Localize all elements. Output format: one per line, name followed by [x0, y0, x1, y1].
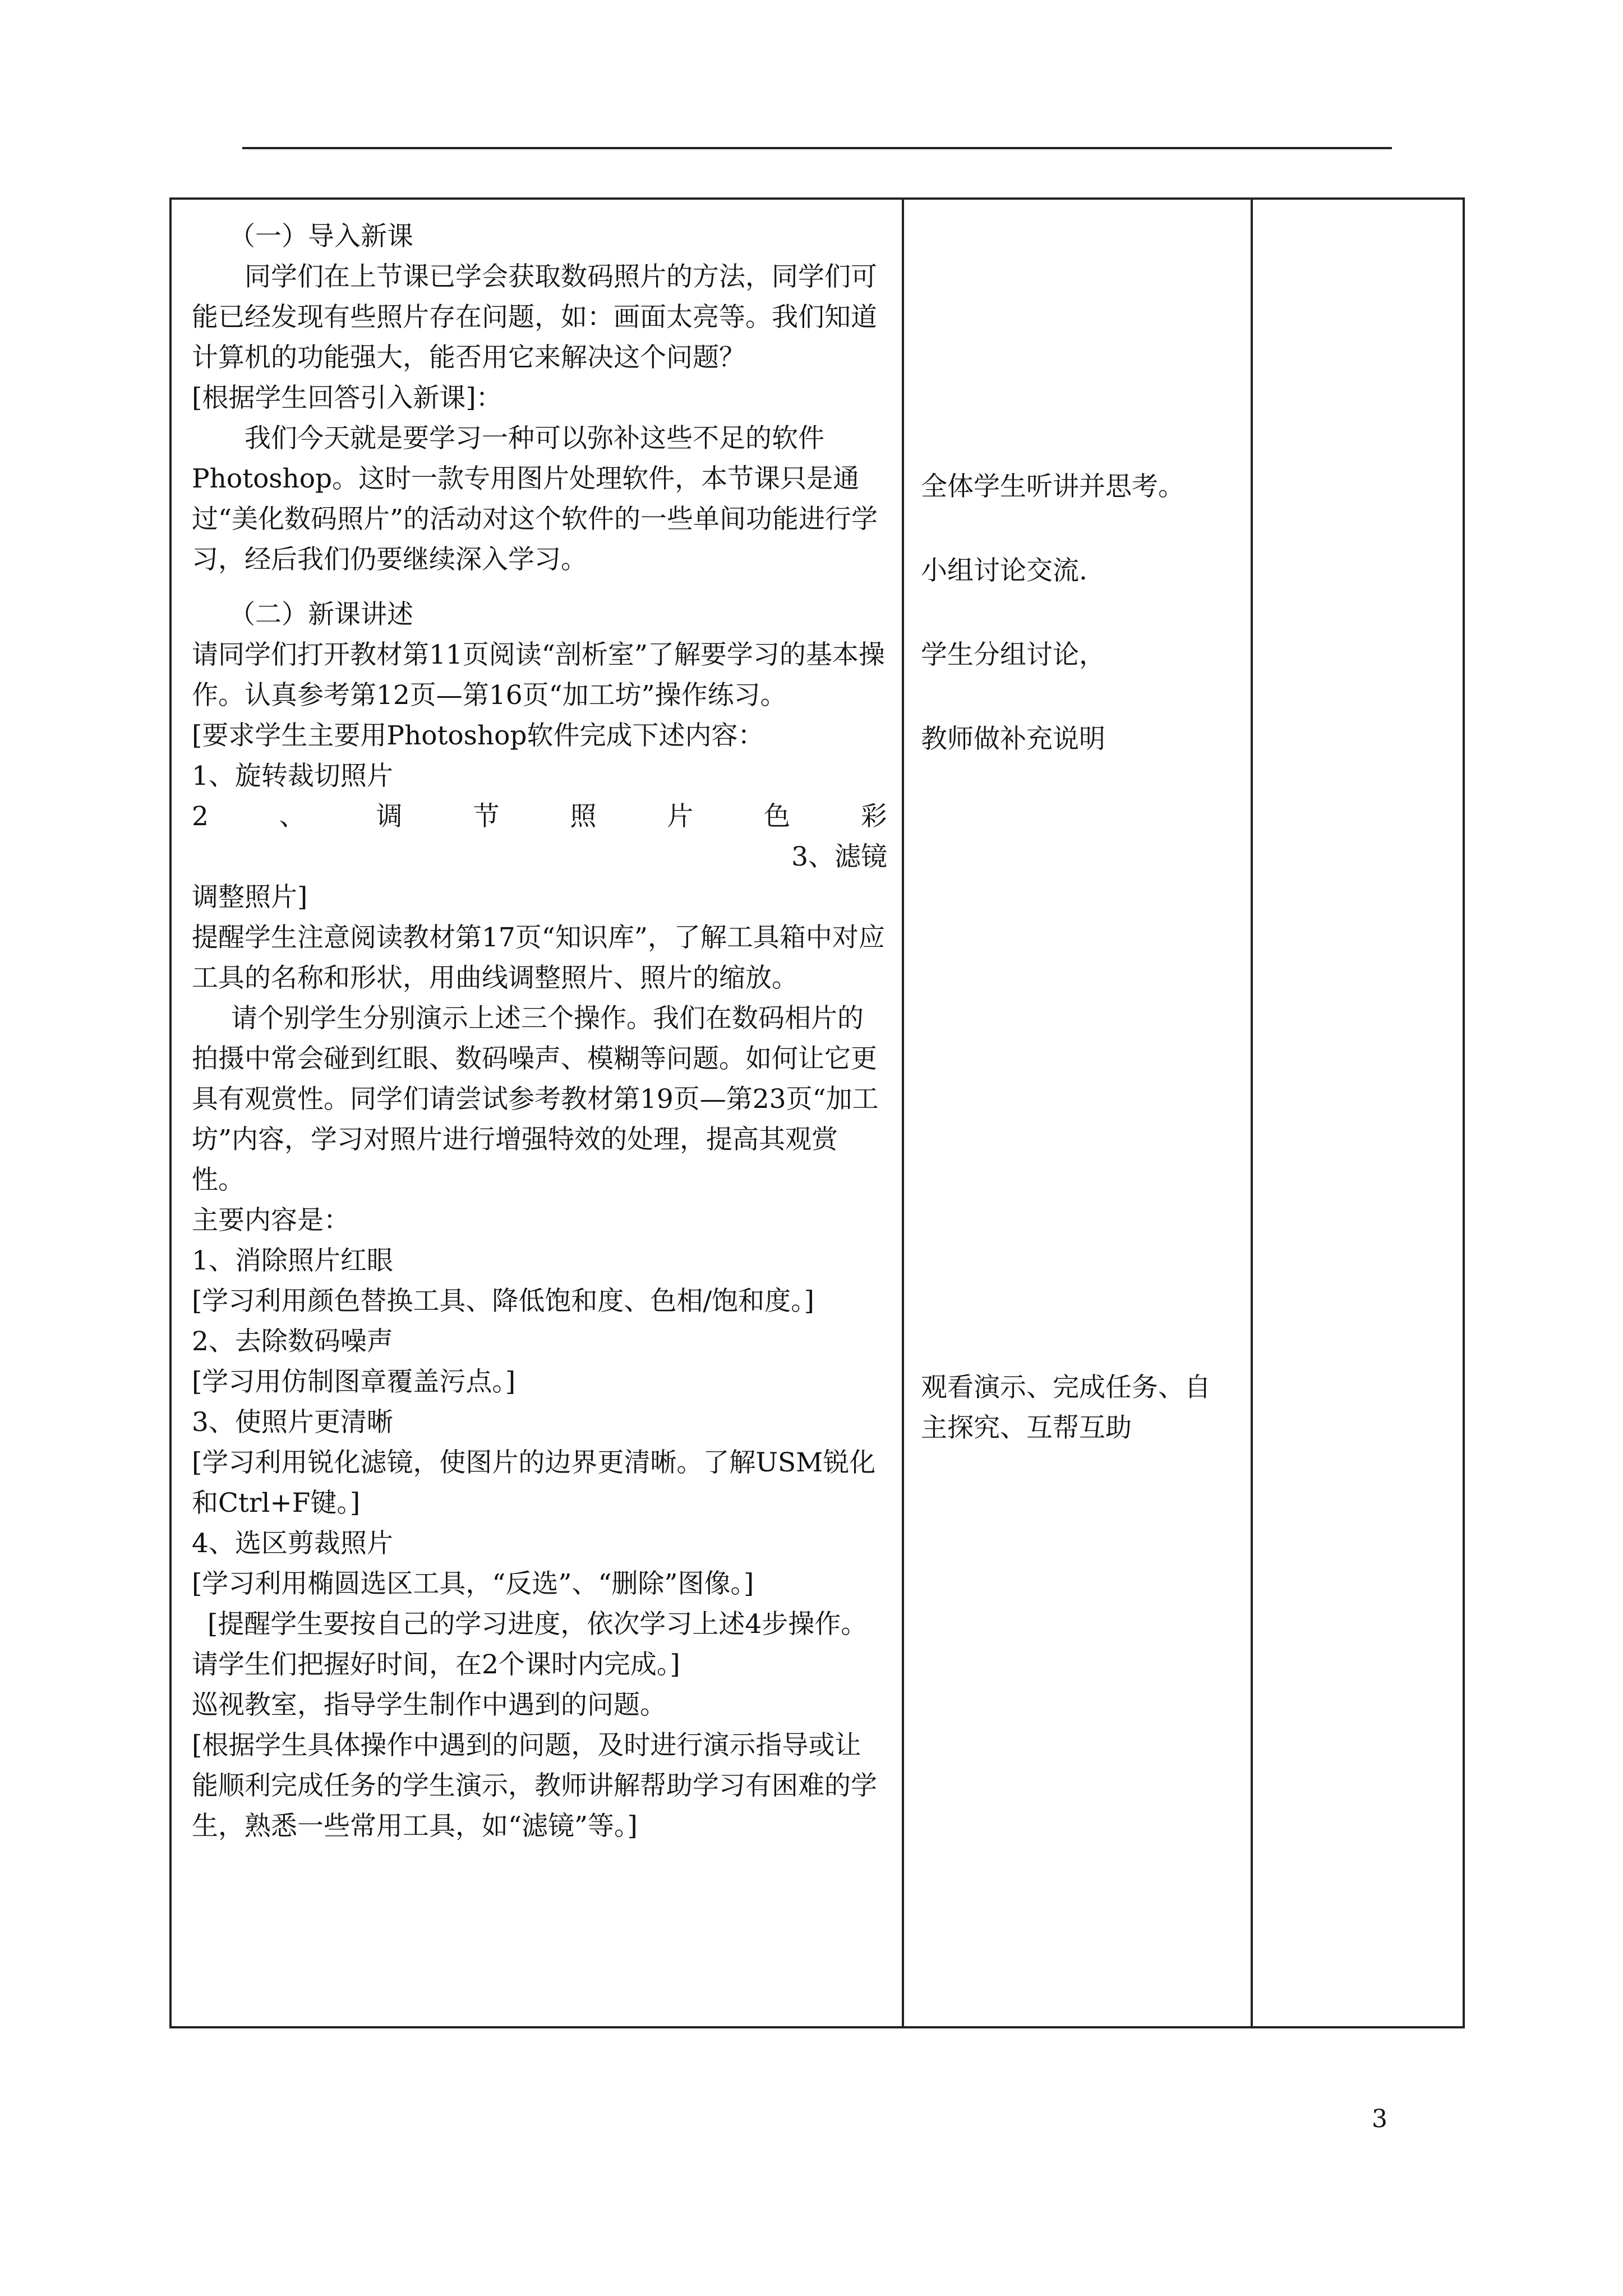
paragraph: 请同学们打开教材第11页阅读“剖析室”了解要学习的基本操作。认真参考第12页—第16页“加工坊”操作练习。	[192, 639, 885, 711]
paragraph: 提醒学生注意阅读教材第17页“知识库”，了解工具箱中对应工具的名称和形状，用曲线调整照片、照片的缩放。	[192, 922, 885, 993]
student-activity-note: 全体学生听讲并思考。	[921, 471, 1184, 502]
paragraph: [学习利用颜色替换工具、降低饱和度、色相/饱和度。]	[192, 1286, 815, 1317]
paragraph: [学习用仿制图章覆盖污点。]	[192, 1366, 516, 1397]
spread-char: 节	[473, 801, 500, 832]
paragraph: 请个别学生分别演示上述三个操作。我们在数码相片的拍摄中常会碰到红眼、数码噪声、模糊等问题。如何让它更具有观赏性。同学们请尝试参考教材第19页—第23页“加工坊”内容，学习对照片进行增强特效的处理，提高其观赏性。	[192, 1003, 879, 1195]
lesson-table	[169, 197, 1465, 2028]
paragraph: [学习利用锐化滤镜，使图片的边界更清晰。了解USM锐化和Ctrl+F键。]	[192, 1447, 876, 1519]
spread-char: 色	[764, 801, 791, 832]
spread-char: 、	[279, 801, 306, 832]
header-rule	[242, 147, 1392, 149]
paragraph: 主要内容是：	[192, 1205, 350, 1236]
spread-line	[192, 797, 887, 837]
paragraph: [学习利用椭圆选区工具，“反选”、“删除”图像。]	[192, 1568, 754, 1599]
spread-char: 照	[570, 801, 597, 832]
list-item: 3、使照片更清晰	[192, 1407, 393, 1438]
student-activity-note: 小组讨论交流.	[921, 555, 1087, 586]
paragraph: 巡视教室，指导学生制作中遇到的问题。	[192, 1690, 666, 1720]
spread-char: 2	[192, 801, 209, 832]
column-divider-1	[902, 200, 904, 2026]
list-item: 3、滤镜	[791, 841, 887, 872]
section-heading-new-lesson: （二）新课讲述	[229, 599, 413, 630]
column-divider-2	[1251, 200, 1253, 2026]
paragraph: [根据学生具体操作中遇到的问题，及时进行演示指导或让能顺利完成任务的学生演示，教师讲解帮助学习有困难的学生，熟悉一些常用工具，如“滤镜”等。]	[192, 1730, 877, 1842]
section-heading-intro: （一）导入新课	[229, 221, 413, 252]
list-item: 4、选区剪裁照片	[192, 1528, 393, 1559]
spread-char: 调	[376, 801, 403, 832]
paragraph: 我们今天就是要学习一种可以弥补这些不足的软件Photoshop。这时一款专用图片处理软件，本节课只是通过“美化数码照片”的活动对这个软件的一些单间功能进行学习，经后我们仍要继续深入学习。	[192, 423, 878, 575]
list-item: 1、消除照片红眼	[192, 1245, 393, 1276]
student-activity-note: 观看演示、完成任务、自主探究、互帮互助	[921, 1372, 1211, 1443]
spread-char: 片	[667, 801, 694, 832]
paragraph: [提醒学生要按自己的学习进度，依次学习上述4步操作。请学生们把握好时间，在2个课时内完成。]	[192, 1609, 868, 1680]
paragraph: [根据学生回答引入新课]：	[192, 383, 502, 413]
student-activity-note: 学生分组讨论，	[921, 639, 1105, 670]
paragraph: 同学们在上节课已学会获取数码照片的方法，同学们可能已经发现有些照片存在问题，如：画面太亮等。我们知道计算机的功能强大，能否用它来解决这个问题？	[192, 261, 877, 373]
student-activity-note: 教师做补充说明	[921, 724, 1105, 754]
teaching-process-column	[192, 217, 887, 1847]
spread-char: 彩	[860, 801, 887, 832]
list-item-continuation: 调整照片]	[192, 882, 308, 913]
paragraph: [要求学生主要用Photoshop软件完成下述内容：	[192, 720, 764, 751]
list-item: 2、去除数码噪声	[192, 1326, 393, 1357]
list-item: 1、旋转裁切照片	[192, 761, 393, 792]
page-number: 3	[1372, 2105, 1387, 2133]
